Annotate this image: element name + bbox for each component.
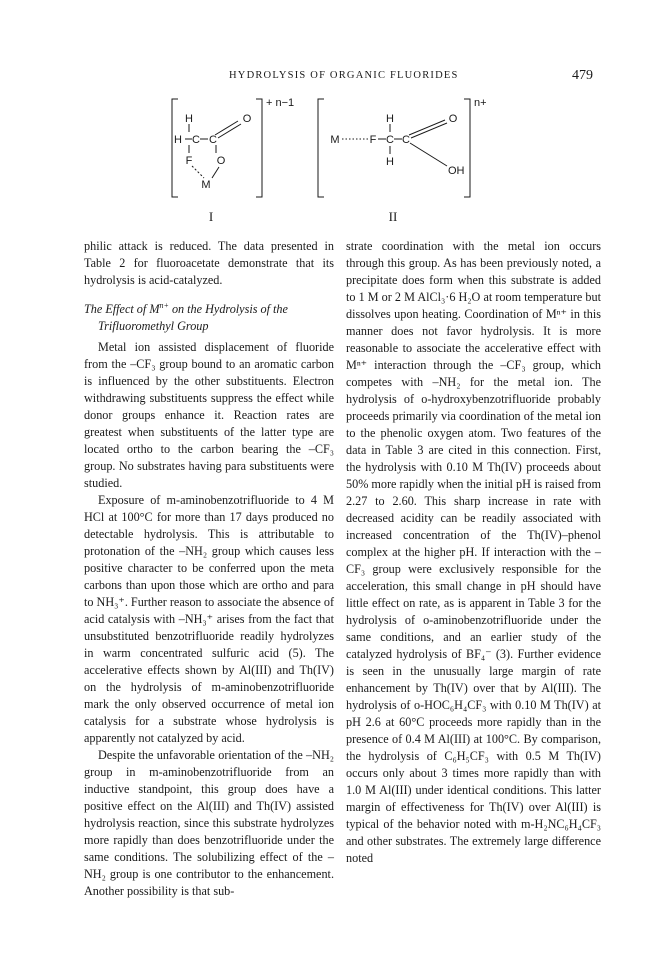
atom-o-ring-I: O xyxy=(216,155,226,167)
structure-II xyxy=(318,99,470,197)
paragraph: philic attack is reduced. The data presented in Table 2 for fluoroacetate demonstrate that its hydrolysis is acid-catalyzed. xyxy=(84,239,334,287)
heading-superscript: n+ xyxy=(159,301,169,310)
atom-o-carbonyl-I: O xyxy=(242,113,252,125)
heading-part: on the Hydrolysis of the Trifluoromethyl Group xyxy=(98,302,288,334)
charge-I: + n−1 xyxy=(266,97,295,109)
right-bracket-I xyxy=(256,99,262,197)
paragraph: Metal ion assisted displacement of fluoride from the –CF₃ group bound to an aromatic carbon is influenced by the other substituents. Electron withdrawing substituents suppress the effect while donor groups enhance it. Reaction rates are greatest when substituents of the latter type are located ortho to the carbon bearing the –CF₃ group. No substrates having para substituents were studied. xyxy=(84,340,334,491)
chemical-structures-figure xyxy=(0,96,672,236)
right-column xyxy=(346,238,601,867)
structure-label-II: II xyxy=(388,209,398,224)
atom-m-I: M xyxy=(201,179,211,191)
atom-h-bottom-II: H xyxy=(386,156,394,168)
paragraph: strate coordination with the metal ion occurs through this group. As has been previously noted, a precipitate does form when this substrate is added to 1 M or 2 M AlCl₃·6 H₂O at room temperature but dissolves upon heating. Coordination of Mⁿ⁺ in this manner does not favor hydrolysis. It is more reasonable to associate the accelerative effect with Mⁿ⁺ interaction through the –CF₃ group, which competes with –NH₂ for the metal ion. The hydrolysis of o-hydroxybenzotrifluoride probably proceeds primarily via coordination of the metal ion to the phenolic oxygen atom. Two features of the data in Table 3 are cited in this connection. First, the hydrolysis with 0.10 M Th(IV) proceeds about 50% more rapidly when the initial pH is raised from 2.27 to 2.60. This sharp increase in rate with decreased acidity can be readily associated with increased concentration of the Th(IV)–phenol complex at the higher pH. If interaction with the –CF₃ group were exclusively responsible for the acceleration, this small change in pH should have little effect on rate, as is apparent in Table 3 for the hydrolysis of o-aminobenzotrifluoride under the same conditions, and an earlier study of the catalyzed hydrolysis of BF₄⁻ (3). Further evidence is seen in the unusually large margin of rate enhancement by Th(IV) over that by Al(III). The hydrolysis of o-HOC₆H₄CF₃ with 0.10 M Th(IV) at pH 2.6 at 60°C proceeds more rapidly than in the presence of 0.4 M Al(III) at 100°C. By comparison, the hydrolysis of C₆H₅CF₃ with 0.5 M Th(IV) occurs only about 3 times more rapidly than with 1.0 M Al(III) under identical conditions. This latter margin of effectiveness for Th(IV) over Al(III) is typical of the behavior noted with m-H₂NC₆H₄CF₃ and other substrates. The extremely large difference noted xyxy=(346,239,601,865)
section-heading xyxy=(84,297,334,335)
paragraph: Despite the unfavorable orientation of the –NH₂ group in m-aminobenzotrifluoride from an inductive standpoint, this group does have a positive effect on the Al(III) and Th(IV) assisted hydrolysis reaction, since this substrate hydrolyzes more rapidly than does benzotrifluoride under the same conditions. The solubilizing effect of the –NH₂ group is one contributor to the enhancement. Another possibility is that sub- xyxy=(84,748,334,899)
atom-h-left-I: H xyxy=(174,134,182,146)
left-column xyxy=(84,238,334,900)
atom-c2-I: C xyxy=(209,134,217,146)
atom-c2-II: C xyxy=(402,134,410,146)
charge-II: n+ xyxy=(474,97,487,109)
right-bracket-II xyxy=(464,99,470,197)
left-bracket-II xyxy=(318,99,324,197)
left-bracket-I xyxy=(172,99,178,197)
atom-c1-I: C xyxy=(192,134,200,146)
atom-f-I: F xyxy=(185,155,193,167)
running-header xyxy=(0,70,672,86)
heading-part: The Effect of M xyxy=(84,302,160,317)
page-number: 479 xyxy=(572,68,593,83)
atom-o-carbonyl-II: O xyxy=(448,113,458,125)
atom-oh-II: OH xyxy=(448,165,465,177)
atom-c1-II: C xyxy=(386,134,394,146)
atom-f-II: F xyxy=(369,134,377,146)
structure-label-I: I xyxy=(208,209,214,224)
paragraph: Exposure of m-aminobenzotrifluoride to 4 M HCl at 100°C for more than 17 days produced no detectable hydrolysis. This is attributable to protonation of the –NH₂ group which causes less positive character to be conferred upon the meta carbons than upon those which are ortho and para to NH₃⁺. Further reason to associate the absence of acid catalysis with –NH₃⁺ arises from the fact that unsubstituted benzotrifluoride readily hydrolyzes in warm concentrated sulfuric acid (5). The accelerative effects shown by Al(III) and Th(IV) on the hydrolysis of m-aminobenzotrifluoride mark the only observed occurrence of metal ion catalysis for a substrate whose hydrolysis is apparently not catalyzed by acid. xyxy=(84,493,334,746)
atom-h-top-II: H xyxy=(386,113,394,125)
atom-m-II: M xyxy=(330,134,340,146)
running-title: HYDROLYSIS OF ORGANIC FLUORIDES xyxy=(229,70,459,81)
atom-h-top-I: H xyxy=(185,113,193,125)
